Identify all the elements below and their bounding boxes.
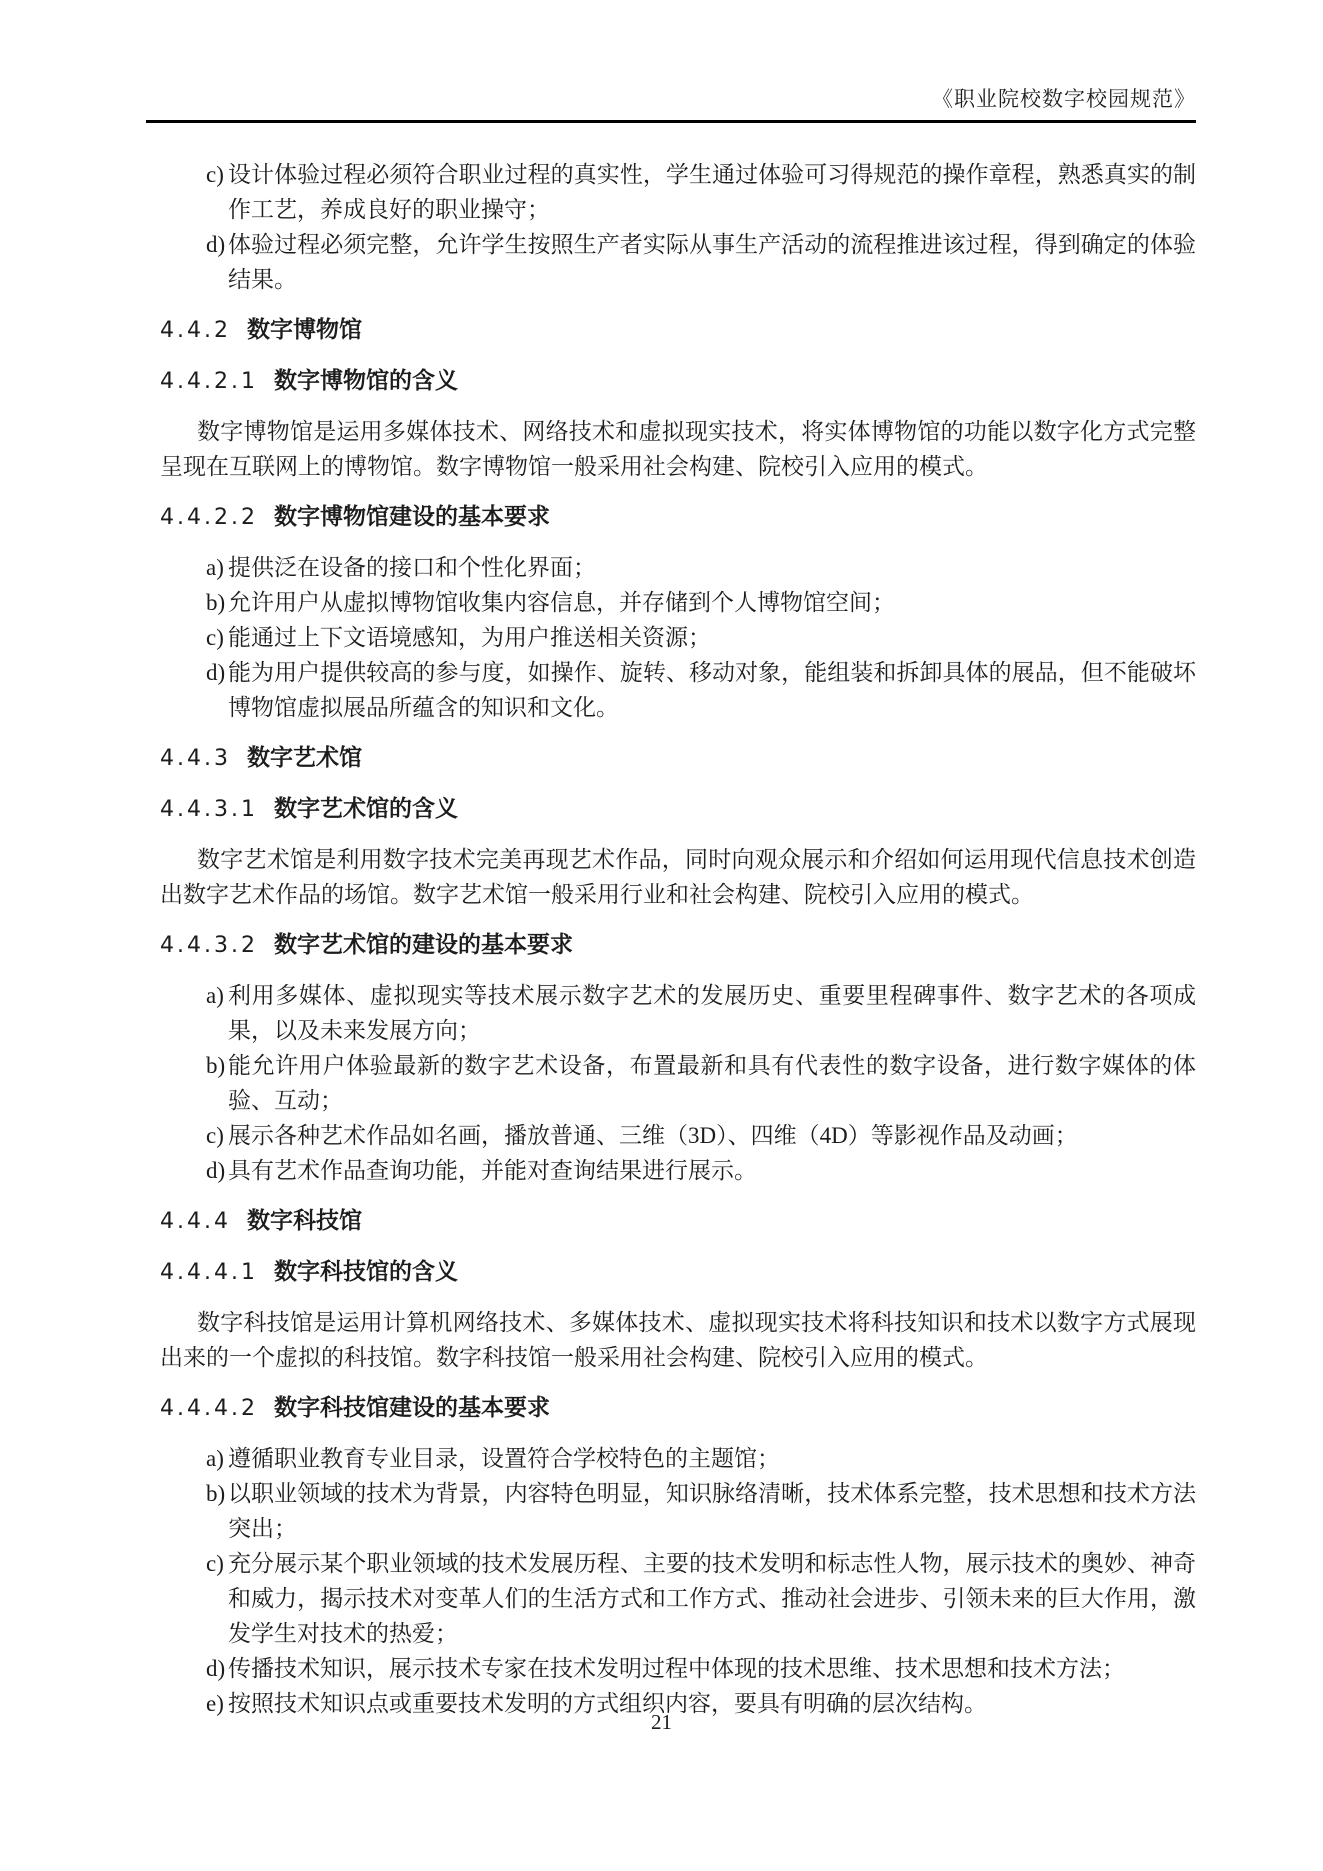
list-item-label: d) <box>206 660 226 685</box>
heading-4-4-4-1 <box>160 1254 1196 1290</box>
list-item-label: c) <box>206 1551 224 1576</box>
list-item-text: 能为用户提供较高的参与度，如操作、旋转、移动对象，能组装和拆卸具体的展品，但不能破坏博物馆虚拟展品所蕴含的知识和文化。 <box>228 660 1196 720</box>
list-item-label: b) <box>206 1053 226 1078</box>
heading-4-4-3-1 <box>160 791 1196 827</box>
paragraph-digital-science-museum-definition: 数字科技馆是运用计算机网络技术、多媒体技术、虚拟现实技术将科技知识和技术以数字方式展现出来的一个虚拟的科技馆。数字科技馆一般采用社会构建、院校引入应用的模式。 <box>160 1310 1196 1370</box>
list-item-d <box>160 1651 1196 1686</box>
heading-number: 4.4.4.1 <box>160 1260 258 1285</box>
paragraph-digital-art-gallery-definition: 数字艺术馆是利用数字技术完美再现艺术作品，同时向观众展示和介绍如何运用现代信息技术创造出数字艺术作品的场馆。数字艺术馆一般采用行业和社会构建、院校引入应用的模式。 <box>160 847 1196 907</box>
list-item-label: c) <box>206 1123 224 1148</box>
list-item-label: c) <box>206 162 224 187</box>
heading-number: 4.4.4 <box>160 1209 231 1234</box>
list-item-c <box>160 1546 1196 1651</box>
list-item-a <box>160 978 1196 1048</box>
header-rule <box>146 120 1196 123</box>
page-number: 21 <box>651 1710 672 1734</box>
heading-title: 数字科技馆的含义 <box>273 1258 458 1284</box>
list-item-text: 传播技术知识，展示技术专家在技术发明过程中体现的技术思维、技术思想和技术方法； <box>228 1656 1125 1681</box>
heading-title: 数字科技馆 <box>246 1207 362 1233</box>
list-item-text: 能通过上下文语境感知，为用户推送相关资源； <box>228 625 711 650</box>
heading-4-4-2-1 <box>160 363 1196 399</box>
list-item-text: 提供泛在设备的接口和个性化界面； <box>228 555 596 580</box>
heading-4-4-3 <box>160 740 1196 776</box>
heading-4-4-2 <box>160 312 1196 348</box>
list-item-b <box>160 585 1196 620</box>
list-item-text: 按照技术知识点或重要技术发明的方式组织内容，要具有明确的层次结构。 <box>228 1691 987 1716</box>
document-content <box>160 157 1196 1721</box>
list-item-label: d) <box>206 232 226 257</box>
heading-4-4-2-2 <box>160 499 1196 535</box>
list-item-text: 利用多媒体、虚拟现实等技术展示数字艺术的发展历史、重要里程碑事件、数字艺术的各项成果，以及未来发展方向； <box>228 983 1196 1043</box>
paragraph-digital-museum-definition: 数字博物馆是运用多媒体技术、网络技术和虚拟现实技术，将实体博物馆的功能以数字化方式完整呈现在互联网上的博物馆。数字博物馆一般采用社会构建、院校引入应用的模式。 <box>160 419 1196 479</box>
list-item-b <box>160 1476 1196 1546</box>
list-item-a <box>160 550 1196 585</box>
list-item-label: a) <box>206 983 224 1008</box>
science-museum-requirements-list <box>160 1441 1196 1721</box>
heading-number: 4.4.3 <box>160 746 231 771</box>
heading-title: 数字艺术馆 <box>246 744 362 770</box>
museum-requirements-list <box>160 550 1196 725</box>
list-item-text: 展示各种艺术作品如名画，播放普通、三维（3D）、四维（4D）等影视作品及动画； <box>228 1123 1078 1148</box>
list-item-d <box>160 227 1196 297</box>
list-item-text: 设计体验过程必须符合职业过程的真实性，学生通过体验可习得规范的操作章程，熟悉真实的制作工艺，养成良好的职业操守； <box>228 162 1196 222</box>
heading-4-4-4 <box>160 1203 1196 1239</box>
list-item-label: a) <box>206 555 224 580</box>
list-item-label: b) <box>206 1481 226 1506</box>
list-item-label: d) <box>206 1158 226 1183</box>
list-item-text: 充分展示某个职业领域的技术发展历程、主要的技术发明和标志性人物，展示技术的奥妙、神奇和威力，揭示技术对变革人们的生活方式和工作方式、推动社会进步、引领未来的巨大作用，激发学生对技术的热爱； <box>228 1551 1196 1646</box>
intro-list <box>160 157 1196 297</box>
list-item-c <box>160 1118 1196 1153</box>
heading-number: 4.4.2.2 <box>160 505 258 530</box>
list-item-a <box>160 1441 1196 1476</box>
list-item-text: 具有艺术作品查询功能，并能对查询结果进行展示。 <box>228 1158 757 1183</box>
heading-title: 数字艺术馆的建设的基本要求 <box>273 931 573 957</box>
heading-title: 数字博物馆的含义 <box>273 367 458 393</box>
list-item-label: b) <box>206 590 226 615</box>
heading-title: 数字艺术馆的含义 <box>273 795 458 821</box>
heading-title: 数字博物馆建设的基本要求 <box>273 503 550 529</box>
heading-4-4-3-2 <box>160 927 1196 963</box>
list-item-d <box>160 1153 1196 1188</box>
list-item-text: 允许用户从虚拟博物馆收集内容信息，并存储到个人博物馆空间； <box>228 590 895 615</box>
heading-number: 4.4.3.1 <box>160 797 258 822</box>
list-item-label: d) <box>206 1656 226 1681</box>
list-item-d <box>160 655 1196 725</box>
heading-number: 4.4.2.1 <box>160 369 258 394</box>
list-item-text: 以职业领域的技术为背景，内容特色明显，知识脉络清晰，技术体系完整，技术思想和技术方法突出； <box>228 1481 1196 1541</box>
heading-title: 数字博物馆 <box>246 316 362 342</box>
list-item-label: a) <box>206 1446 224 1471</box>
list-item-text: 遵循职业教育专业目录，设置符合学校特色的主题馆； <box>228 1446 780 1471</box>
heading-number: 4.4.2 <box>160 318 231 343</box>
heading-title: 数字科技馆建设的基本要求 <box>273 1394 550 1420</box>
list-item-text: 体验过程必须完整，允许学生按照生产者实际从事生产活动的流程推进该过程，得到确定的体验结果。 <box>228 232 1196 292</box>
art-gallery-requirements-list <box>160 978 1196 1188</box>
list-item-text: 能允许用户体验最新的数字艺术设备，布置最新和具有代表性的数字设备，进行数字媒体的体验、互动； <box>228 1053 1196 1113</box>
list-item-b <box>160 1048 1196 1118</box>
list-item-label: e) <box>206 1691 224 1716</box>
list-item-label: c) <box>206 625 224 650</box>
heading-number: 4.4.4.2 <box>160 1396 258 1421</box>
header-document-title: 《职业院校数字校园规范》 <box>932 87 1196 111</box>
heading-number: 4.4.3.2 <box>160 933 258 958</box>
list-item-c <box>160 620 1196 655</box>
heading-4-4-4-2 <box>160 1390 1196 1426</box>
list-item-c <box>160 157 1196 227</box>
